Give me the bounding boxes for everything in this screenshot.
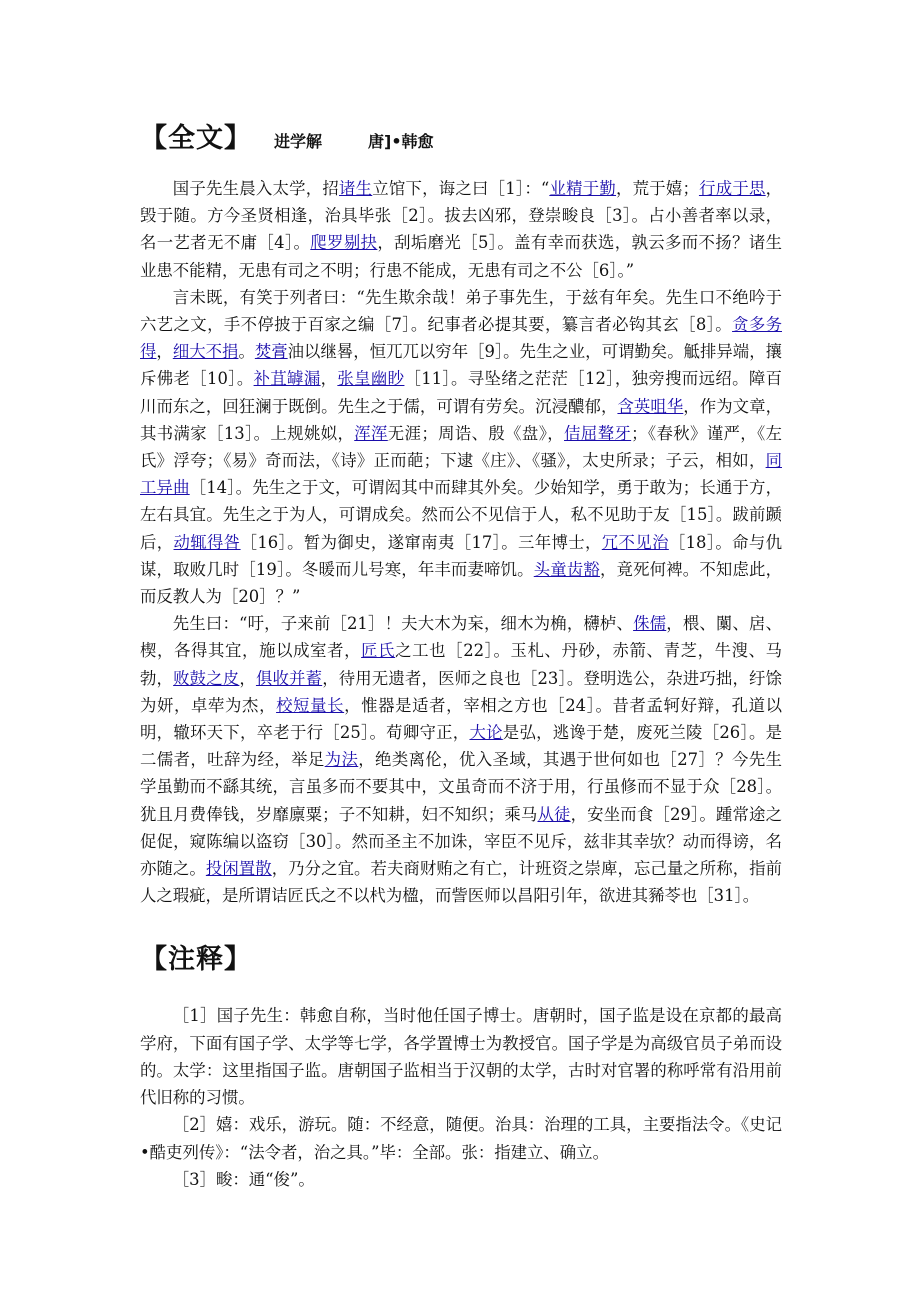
text-run: 油以继晷，恒兀兀以穷年［9］。先生之业，可谓勤矣。觝排异端，攘斥佛老［10］。 [140, 342, 783, 389]
text-run: ，荒于嬉； [616, 179, 699, 198]
note-item: ［2］嬉：戏乐，游玩。随：不经意，随便。治具：治理的工具，主要指法令。《史记•酷吏列传》：“法令者，治之具。”毕：全部。张：指建立、确立。 [140, 1115, 782, 1162]
text-run: ［18］。命与仇谋，取败几时［19］。冬暖而儿号寒，年丰而妻啼饥。 [140, 532, 783, 579]
term-link[interactable]: 诸生 [339, 179, 373, 198]
text-run: ， [320, 369, 338, 389]
notes-heading: 【注释】 [140, 944, 252, 976]
text-run: ，刮垢磨光［5］。盖有幸而获选，孰云多而不扬？诸生业患不能精，无患有司之不明；行患不能成，无患有司之不公［6］。” [140, 233, 782, 280]
term-link[interactable]: 爬罗剔抉 [310, 233, 378, 253]
text-run: 先生曰：“吁，子来前［21］！夫大木为杗，细木为桷，欂栌、 [172, 614, 634, 634]
essay-body [140, 175, 782, 909]
term-link[interactable]: 佶屈聱牙 [564, 423, 632, 443]
text-run: 是弘，逃谗于楚，废死兰陵［26］。是二儒者，吐辞为经，举足 [140, 723, 783, 770]
term-link[interactable]: 行成于思 [698, 179, 766, 198]
term-link[interactable]: 俱收并蓄 [255, 668, 323, 688]
essay-title: 进学解 [274, 132, 323, 151]
term-link[interactable]: 张皇幽眇 [337, 369, 405, 389]
term-link[interactable]: 为法 [324, 750, 359, 770]
text-run: ，椳、闑、扂、楔，各得其宜，施以成室者， [140, 614, 783, 661]
essay-paragraph [140, 175, 782, 284]
essay-author: 唐]•韩愈 [368, 132, 434, 151]
term-link[interactable]: 细大不捐 [172, 342, 239, 362]
text-run: ，待用无遗者，医师之良也［23］。登明选公，杂进巧拙，纡馀为妍，卓荦为杰， [140, 668, 783, 715]
text-run: 立馆下，诲之曰［1］：“ [372, 179, 550, 198]
term-link[interactable]: 浑浑 [354, 423, 388, 443]
term-link[interactable]: 败鼓之皮 [173, 668, 240, 688]
term-link[interactable]: 动辄得咎 [173, 532, 241, 552]
term-link[interactable]: 投闲置散 [205, 859, 272, 879]
note-item: ［1］国子先生：韩愈自称，当时他任国子博士。唐朝时，国子监是设在京都的最高学府，下面有国子学、太学等七学，各学置博士为教授官。国子学是为高级官员子弟而设的。太学：这里指国子监。唐朝国子监相当于汉朝的太学，古时对官署的称呼常有沿用前代旧称的习惯。 [140, 1006, 782, 1108]
term-link[interactable]: 冗不见治 [601, 532, 669, 552]
text-run: ，乃分之宜。若夫商财贿之有亡，计班资之崇庳，忘己量之所称，指前人之瑕疵，是所谓诘匠氏之不以杙为楹，而訾医师以昌阳引年，欲进其豨苓也［31］。 [140, 859, 783, 906]
note-item: ［3］畯：通“俊”。 [172, 1169, 315, 1189]
notes-heading-row [140, 937, 782, 976]
term-link[interactable]: 同工异曲 [140, 451, 782, 498]
text-run: 无涯；周诰、殷《盘》， [387, 423, 565, 443]
term-link[interactable]: 头童齿豁 [533, 559, 600, 579]
text-run: ， [156, 342, 173, 362]
term-link[interactable]: 匠氏 [361, 641, 396, 661]
text-run: 国子先生晨入太学，招 [172, 179, 340, 198]
text-run: ［14］。先生之于文，可谓闳其中而肆其外矣。少始知学，勇于敢为；长通于方，左右具宜。先生之于为人，可谓成矣。然而公不见信于人，私不见助于友［15］。跋前踬后， [140, 478, 783, 552]
text-run: ［11］。寻坠绪之茫茫［12］，独旁搜而远绍。障百川而东之，回狂澜于既倒。先生之于儒，可谓有劳矣。沉浸醲郁， [140, 369, 783, 416]
text-run: ，绝类离伦，优入圣域，其遇于世何如也［27］？今先生学虽勤而不繇其统，言虽多而不要其中，文虽奇而不济于用，行虽修而不显于众［28］。犹且月费俸钱，岁靡廪粟；子不知耕，妇不知织；乘马 [140, 750, 783, 824]
text-run: 言未既，有笑于列者曰：“先生欺余哉！弟子事先生，于兹有年矣。先生口不绝吟于六艺之文，手不停披于百家之编［7］。纪事者必提其要，纂言者必钩其玄［8］。 [140, 287, 782, 335]
text-run: ；《春秋》谨严，《左氏》浮夸；《易》奇而法，《诗》正而葩；下逮《庄》、《骚》，太史所录；子云，相如， [140, 423, 783, 471]
term-link[interactable]: 业精于勤 [549, 179, 617, 198]
essay-paragraph [140, 610, 782, 909]
notes-list [140, 1002, 782, 1192]
term-link[interactable]: 焚膏 [254, 342, 288, 362]
text-run: ， [239, 668, 256, 688]
text-run: ，作为文章，其书满家［13］。上规姚姒， [140, 396, 783, 443]
term-link[interactable]: 侏儒 [633, 614, 667, 634]
term-link[interactable]: 大论 [469, 723, 503, 743]
title-row [140, 116, 782, 155]
essay-paragraph [140, 284, 782, 610]
text-run: ［16］。暂为御史，遂窜南夷［17］。三年博士， [240, 532, 602, 552]
text-run: ，毁于随。方今圣贤相逢，治具毕张［2］。拔去凶邪，登崇畯良［3］。占小善者率以录，名一艺者无不庸［4］。 [140, 179, 783, 253]
term-link[interactable]: 贪多务得 [140, 315, 782, 362]
text-run: ，惟器是适者，宰相之方也［24］。昔者孟轲好辩，孔道以明，辙环天下，卒老于行［25］。荀卿守正， [140, 695, 783, 743]
text-run: ，竟死何裨。不知虑此，而反教人为［20］？” [140, 559, 783, 607]
text-run: 。 [238, 342, 255, 362]
text-run: ，安坐而食［29］。踵常途之促促，窥陈编以盗窃［30］。然而圣主不加诛，宰臣不见斥，兹非其幸欤？动而得谤，名亦随之。 [140, 804, 783, 879]
term-link[interactable]: 含英咀华 [617, 396, 684, 416]
text-run: 之工也［22］。玉札、丹砂，赤箭、青芝，牛溲、马勃， [140, 641, 783, 688]
fulltext-heading: 【全文】 [140, 123, 252, 154]
document-page [140, 116, 782, 1193]
term-link[interactable]: 补苴罅漏 [253, 369, 321, 389]
term-link[interactable]: 从徒 [537, 804, 571, 824]
term-link[interactable]: 校短量长 [276, 695, 345, 715]
